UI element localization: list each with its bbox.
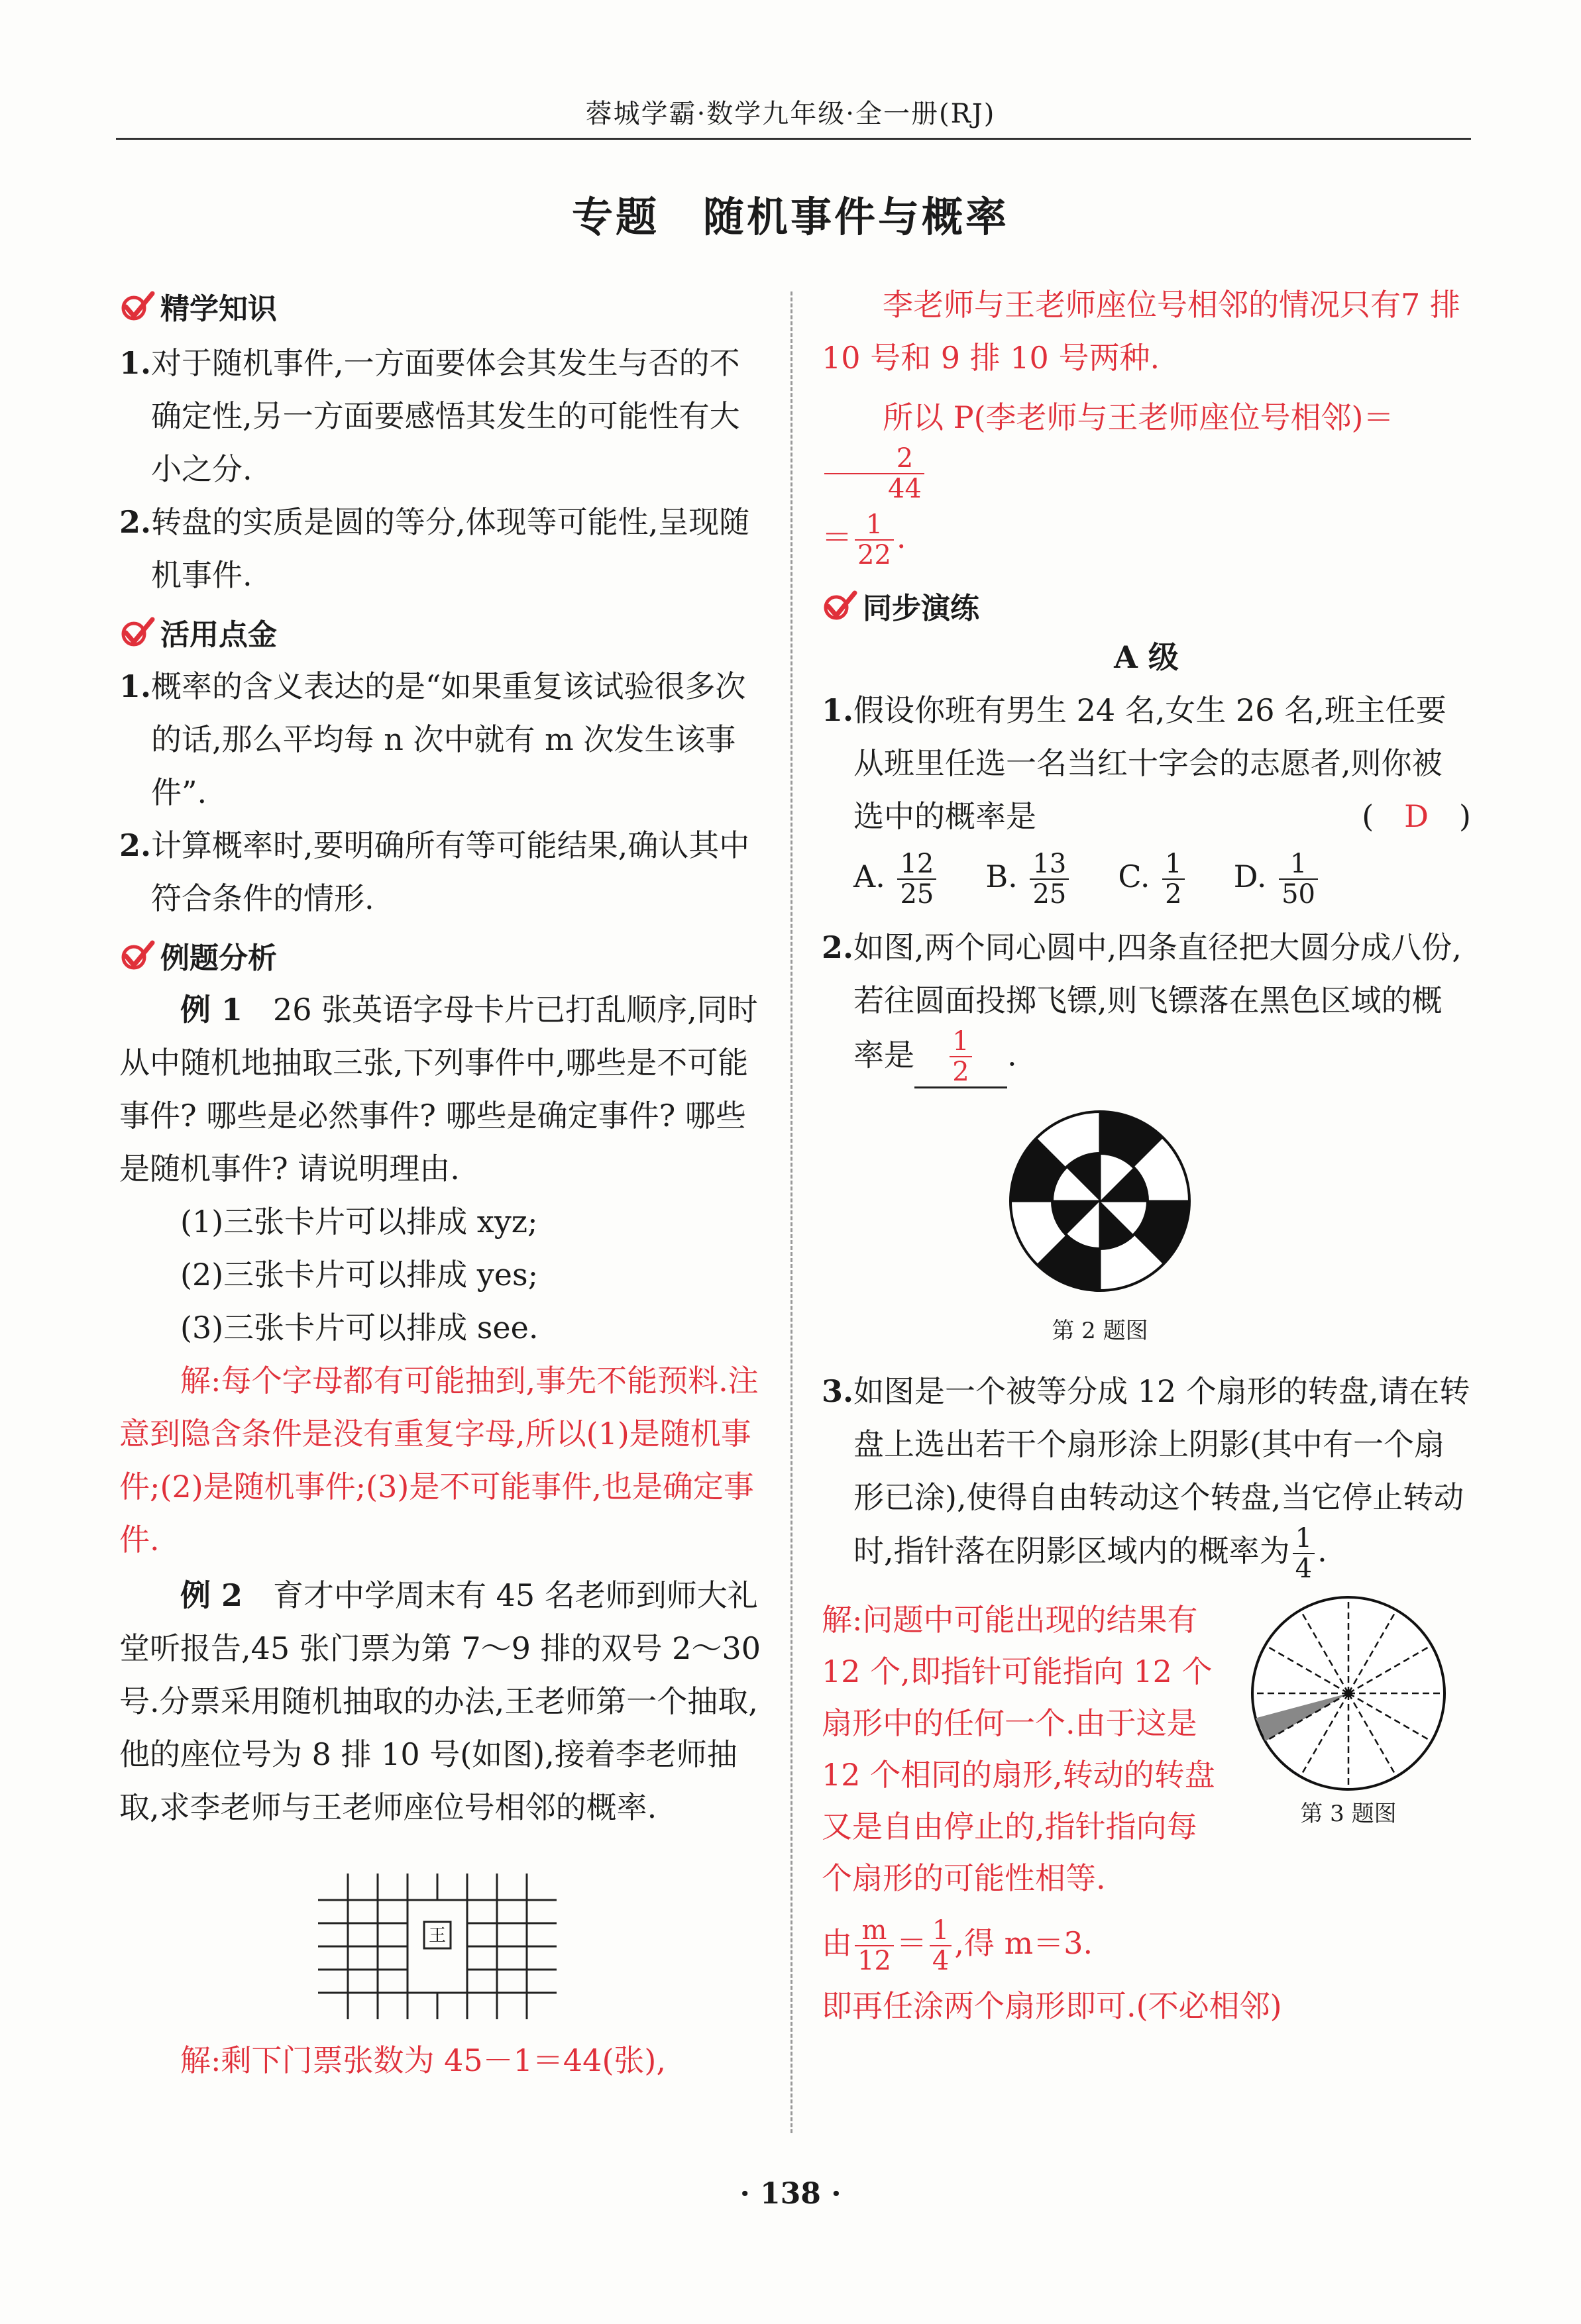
spinner-figure (1236, 1594, 1461, 1793)
running-header: 蓉城学霸·数学九年级·全一册(RJ) (585, 99, 996, 129)
right-column (822, 278, 1471, 2033)
solution-result: ＝ $\frac{1}{22}$ . (822, 509, 906, 570)
header-rule (116, 138, 1471, 140)
answer-paren: ( D ) (1362, 798, 1471, 834)
solution-probability: 所以 P(李老师与王老师座位号相邻)＝ $\frac{2}{44}$ (822, 391, 1471, 503)
check-icon (119, 939, 156, 972)
tip-item: 1. 概率的含义表达的是“如果重复该试验很多次的话,那么平均每 n 次中就有 m 次发生该事件”. (119, 668, 746, 810)
example-2: 例 2 育才中学周末有 45 名老师到师大礼堂听报告,45 张门票为第 7～9 排的双号 2～30 号.分票采用随机抽取的办法,王老师第一个抽取,他的座位号为 8 排 10 号(如图),接着李老师抽取,求李老师与王老师座位号相邻的概率. (119, 1577, 761, 1825)
example-1: 例 1 26 张英语字母卡片已打乱顺序,同时从中随机地抽取三张,下列事件中,哪些是不可能事件? 哪些是必然事件? 哪些是确定事件? 哪些是随机事件? 请说明理由. (119, 992, 758, 1187)
q1-options (822, 849, 1471, 909)
option-d: D. $\frac{1}{50}$ (1234, 849, 1321, 909)
option-a: A. $\frac{12}{25}$ (853, 849, 939, 909)
tip-item: 2. 计算概率时,要明确所有等可能结果,确认其中符合条件的情形. (119, 827, 750, 916)
example-1-sub: (1)三张卡片可以排成 xyz; (180, 1204, 538, 1240)
check-icon (119, 290, 156, 323)
q1-answer: D (1404, 798, 1429, 834)
column-divider (790, 291, 792, 2133)
fraction: $\frac{1}{4}$ (1293, 1524, 1315, 1583)
spinner-figure-wrap (1226, 1594, 1471, 1904)
fraction: $\frac{2}{44}$ (824, 444, 924, 503)
grid-seat-label: 王 (428, 1926, 447, 1946)
figure-2-caption: 第 2 题图 (1052, 1318, 1148, 1344)
fraction: $\frac{1}{22}$ (855, 510, 894, 570)
example-1-sub: (3)三张卡片可以排成 see. (180, 1310, 539, 1346)
figure-3-caption: 第 3 题图 (1300, 1801, 1397, 1827)
question-1: 1. 假设你班有男生 24 名,女生 26 名,班主任要从班里任选一名当红十字会的志愿者,则你被选中的概率是 ( D ) (822, 684, 1471, 843)
q2-answer-blank: $\frac{1}{2}$ (914, 1027, 1007, 1088)
check-icon (119, 615, 156, 649)
q3-solution-conclusion: 即再任涂两个扇形即可.(不必相邻) (822, 1988, 1282, 2024)
level-heading: A 级 (1114, 639, 1179, 675)
q3-solution: 解:问题中可能出现的结果有 12 个,即指针可能指向 12 个扇形中的任何一个.由于这是 12 个相同的扇形,转动的转盘又是自由停止的,指针指向每个扇形的可能性相等. (822, 1602, 1215, 1896)
example-1-solution: 解:每个字母都有可能抽到,事先不能预料.注意到隐含条件是没有重复字母,所以(1)是随机事件;(2)是随机事件;(3)是不可能事件,也是确定事件. (119, 1363, 759, 1558)
section-heading-1: 精学知识 (119, 285, 765, 327)
option-c: C. $\frac{1}{2}$ (1118, 849, 1187, 909)
section-heading-3: 例题分析 (119, 934, 765, 977)
question-3: 3. 如图是一个被等分成 12 个扇形的转盘,请在转盘上选出若干个扇形涂上阴影(其中有一个扇形已涂),使得自由转动这个转盘,当它停止转动时,指针落在阴影区域内的概率为 $\frac{1}{4}$ . (822, 1373, 1470, 1584)
solution-continued: 李老师与王老师座位号相邻的情况只有7 排 10 号和 9 排 10 号两种. (822, 287, 1460, 376)
section-heading-4: 同步演练 (822, 584, 1471, 627)
page-number: · 138 · (739, 2177, 842, 2211)
section-heading-2: 活用点金 (119, 611, 765, 653)
q3-solution-equation: 由 $\frac{m}{12}$ ＝ $\frac{1}{4}$ ,得 m＝3. (822, 1915, 1093, 1976)
question-2: 2. 如图,两个同心圆中,四条直径把大圆分成八份,若往圆面投掷飞镖,则飞镖落在黑色区域的概率是 $\frac{1}{2}$ . (822, 929, 1462, 1087)
check-icon (822, 589, 859, 622)
page-title: 专题 随机事件与概率 (571, 193, 1009, 241)
knowledge-item: 2. 转盘的实质是圆的等分,体现等可能性,呈现随机事件. (119, 504, 750, 593)
left-column (119, 285, 765, 2087)
example-2-solution: 解:剩下门票张数为 45－1＝44(张), (180, 2042, 666, 2078)
q3-solution-block (822, 1594, 1471, 1904)
example-1-sub: (2)三张卡片可以排成 yes; (180, 1257, 539, 1293)
seat-grid-figure (119, 1847, 765, 2019)
concentric-target-figure (822, 1102, 1471, 1307)
option-b: B. $\frac{13}{25}$ (985, 849, 1071, 909)
knowledge-item: 1. 对于随机事件,一方面要体会其发生与否的不确定性,另一方面要感悟其发生的可能性有大小之分. (119, 345, 740, 487)
